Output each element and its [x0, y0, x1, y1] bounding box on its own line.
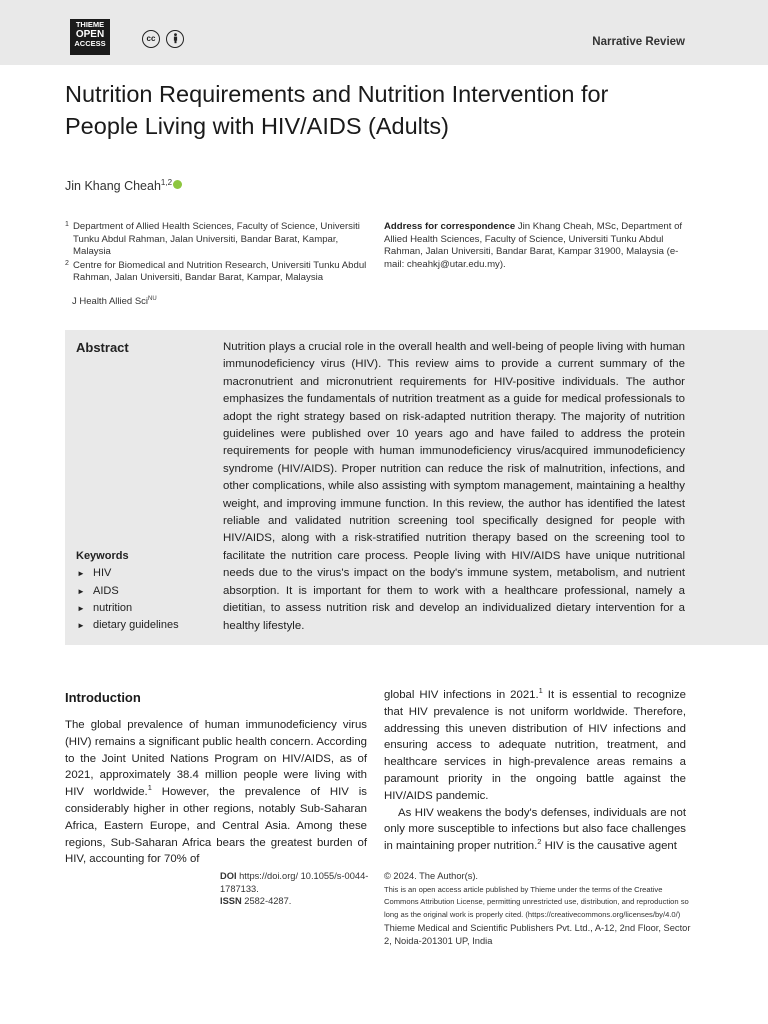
logo-line-1: THIEME — [75, 20, 105, 29]
affiliations — [65, 221, 370, 286]
body-column-left — [65, 717, 367, 868]
doi-label: DOI — [220, 871, 237, 881]
author-affil-marks: 1,2 — [160, 178, 173, 187]
keyword-label: dietary guidelines — [93, 619, 179, 632]
keyword-item[interactable] — [76, 617, 179, 634]
keyword-item[interactable] — [76, 565, 179, 582]
paragraph — [65, 717, 367, 868]
introduction-heading: Introduction — [65, 690, 141, 705]
issn-label: ISSN — [220, 896, 242, 906]
issn-line — [220, 895, 380, 908]
journal-name: J Health Allied Sci — [72, 296, 149, 308]
license-block — [384, 870, 694, 948]
affiliation-number: 1 — [65, 221, 69, 228]
paragraph-text: It is essential to recognize that HIV prevalence is not uniform worldwide. Therefore, addressing this uneven distribution of HIV infections and ensuring access to adequate nutrition, treatment, and healthcare services in high-prevalence areas remains a paramount priority in the ongoing battle against the HIV/AIDS pandemic. — [384, 689, 686, 802]
arrow-icon: ► — [77, 621, 85, 631]
affiliation-item — [65, 221, 370, 259]
publisher-text: Thieme Medical and Scientific Publishers Pvt. Ltd., A-12, 2nd Floor, Sector 2, Noida-201301 UP, India — [384, 923, 691, 947]
correspondence-label: Address for correspondence — [384, 221, 516, 232]
issn-value: 2582-4287. — [244, 896, 292, 906]
keyword-item[interactable] — [76, 583, 179, 600]
author-line — [65, 178, 182, 193]
article-title: Nutrition Requirements and Nutrition Intervention for People Living with HIV/AIDS (Adults) — [65, 81, 609, 139]
abstract-heading: Abstract — [76, 340, 129, 355]
doi-link[interactable]: https://doi.org/ 10.1055/s-0044-1787133. — [220, 871, 369, 894]
doi-line — [220, 870, 380, 895]
paragraph — [384, 805, 686, 855]
citation-ref[interactable]: 2 — [537, 837, 542, 847]
paragraph-text: However, the prevalence of HIV is considerably higher in other regions, notably Sub-Saharan Africa, Eastern Europe, and Central Asia. Among these regions, Sub-Saharan Africa bears the greatest burden of HIV, accounting for 70% of — [65, 786, 367, 866]
paragraph-text: As HIV weakens the body's defenses, individuals are not only more susceptible to infections but also face challenges in maintaining proper nutrition. — [384, 806, 686, 853]
citation-ref[interactable]: 1 — [538, 686, 543, 696]
paragraph — [384, 687, 686, 805]
by-icon — [166, 30, 184, 48]
abstract-text: Nutrition plays a crucial role in the overall health and well-being of people living with human immunodeficiency virus (HIV). This review aims to provide a current summary of the macronutrient and micronutrient requirements for HIV-positive individuals. The author emphasizes the fundamentals of nutrition treatment as a guide for medical professionals to adopt the right strategy based on risk-adapted nutrition therapy. The majority of nutrition guidelines were published over 10 years ago and have failed to address the protein requirements for people with human immunodeficiency virus/acquired immunodeficiency syndrome (HIV/AIDS). Proper nutrition can reduce the risk of malnutrition, infections, and other complications, while also assisting with symptom management, maintaining a healthy weight, and improving immune function. In this review, the author has identified the latest reliable and validated nutrition screening tool specifically designed for people with HIV/AIDS, along with a risk-stratified nutrition therapy based on the screening tool to facilitate the nutrition care process. People living with HIV/AIDS have unique nutritional needs due to the virus's impact on the body's immune system, metabolism, and nutrient absorption. It is important for them to work with a healthcare professional, namely a dietitian, to assess nutrition risk and develop an individualized dietary intervention for a healthy lifestyle. — [223, 341, 685, 632]
paragraph-text: The global prevalence of human immunodeficiency virus (HIV) remains a significant public health concern. According to the Joint United Nations Program on HIV/AIDS, as of 2021, approximately 38.4 million people were living with HIV worldwide. — [65, 719, 367, 799]
license-text: This is an open access article published by Thieme under the terms of the Creative Commons Attribution License, permitting unrestricted use, distribution, and reproduction so long as the original work is properly cited. (https://creativecommons.org/licenses/by/4.0/) — [384, 884, 689, 919]
article-type: Narrative Review — [592, 36, 685, 48]
logo-line-2: OPEN — [75, 29, 105, 40]
arrow-icon: ► — [77, 569, 85, 579]
paragraph-text: HIV is the causative agent — [541, 840, 677, 853]
doi-block — [220, 870, 380, 908]
arrow-icon: ► — [77, 586, 85, 596]
paragraph-text: global HIV infections in 2021. — [384, 689, 539, 701]
logo-line-3: ACCESS — [74, 39, 106, 48]
author-name: Jin Khang Cheah — [65, 179, 161, 194]
thieme-open-access-logo — [70, 19, 110, 55]
arrow-icon: ► — [77, 603, 85, 613]
body-column-right — [384, 687, 686, 855]
affiliation-number: 2 — [65, 259, 69, 267]
affiliation-item — [65, 260, 370, 285]
keyword-item[interactable] — [76, 600, 179, 617]
journal-sup: NU — [148, 296, 157, 302]
citation-ref[interactable]: 1 — [147, 783, 152, 793]
correspondence-text: Jin Khang Cheah, MSc, Department of Allied Health Sciences, Faculty of Science, Universiti Tunku Abdul Rahman, Jalan Universiti, Bandar Barat, Kampar 31900, Malaysia (e-mail: cheahkj@utar.edu.my). — [384, 221, 683, 270]
correspondence-address — [384, 221, 694, 271]
copyright-line: © 2024. The Author(s). — [384, 871, 479, 881]
cc-icon: cc — [142, 30, 160, 48]
keyword-label: HIV — [93, 567, 112, 580]
header-band — [0, 0, 768, 65]
keywords-block — [76, 548, 179, 634]
keyword-label: nutrition — [93, 601, 133, 614]
journal-citation — [72, 296, 157, 307]
keywords-heading: Keywords — [76, 550, 129, 562]
keyword-label: AIDS — [93, 584, 119, 597]
affiliation-text: Department of Allied Health Sciences, Faculty of Science, Universiti Tunku Abdul Rahman, Jalan Universiti, Bandar Barat, Kampar, Malaysia — [73, 221, 360, 258]
affiliation-text: Centre for Biomedical and Nutrition Research, Universiti Tunku Abdul Rahman, Jalan Universiti, Bandar Barat, Kampar, Malaysia — [73, 259, 367, 284]
orcid-icon[interactable] — [173, 180, 182, 189]
